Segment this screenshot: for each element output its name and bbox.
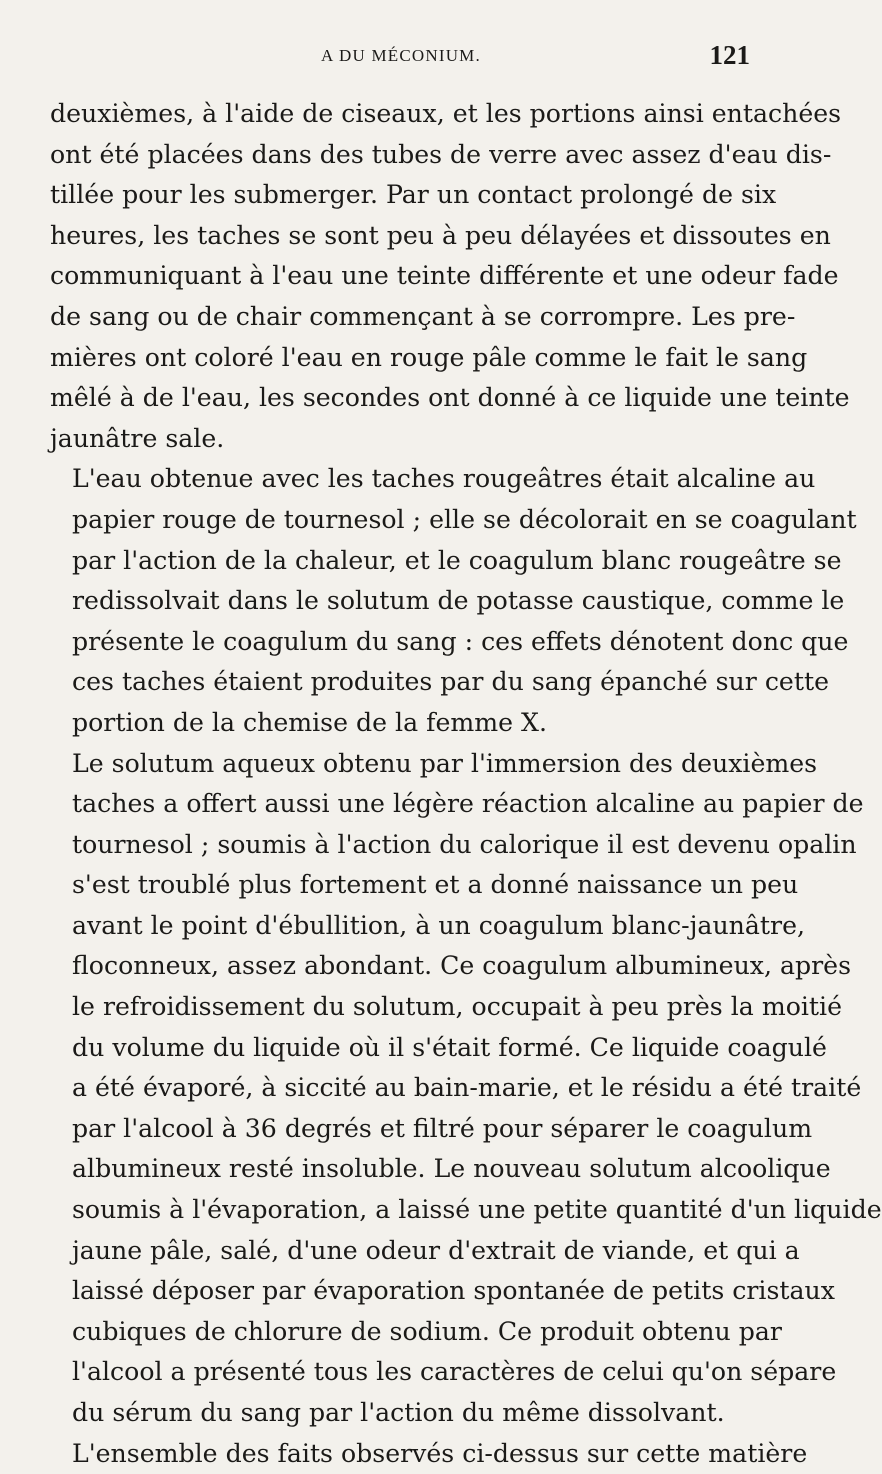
text-line: L'ensemble des faits observés ci-dessus sur cette matière (72, 1438, 808, 1468)
text-line: tillée pour les submerger. Par un contact prolongé de six (50, 180, 777, 210)
text-line: mêlé à de l'eau, les secondes ont donné à ce liquide une teinte (50, 383, 850, 413)
text-line: a été évaporé, à siccité au bain-marie, et le résidu a été traité (72, 1073, 862, 1103)
text-line: par l'alcool à 36 degrés et filtré pour séparer le coagulum (72, 1113, 813, 1143)
paragraph-1 (50, 94, 850, 459)
text-line: cubiques de chlorure de sodium. Ce produit obtenu par (72, 1316, 782, 1346)
text-line: portion de la chemise de la femme X. (72, 707, 547, 737)
text-line: L'eau obtenue avec les taches rougeâtres était alcaline au (72, 464, 816, 494)
text-line: avant le point d'ébullition, à un coagulum blanc-jaunâtre, (72, 910, 805, 940)
text-line: ont été placées dans des tubes de verre avec assez d'eau dis- (50, 139, 832, 169)
text-line: s'est troublé plus fortement et a donné naissance un peu (72, 870, 799, 900)
paragraph-2 (50, 459, 857, 743)
text-line: papier rouge de tournesol ; elle se décolorait en se coagulant (72, 504, 857, 534)
text-line: l'alcool a présenté tous les caractères de celui qu'on sépare (72, 1357, 837, 1387)
text-line: présente le coagulum du sang : ces effets dénotent donc que (72, 626, 849, 656)
text-line: de sang ou de chair commençant à se corrompre. Les pre- (50, 301, 796, 331)
text-line: floconneux, assez abondant. Ce coagulum albumineux, après (72, 951, 852, 981)
text-line: Le solutum aqueux obtenu par l'immersion des deuxièmes (72, 748, 818, 778)
paragraph-3 (50, 744, 882, 1434)
paragraph-4 (50, 1434, 808, 1474)
text-line: jaune pâle, salé, d'une odeur d'extrait de viande, et qui a (72, 1235, 800, 1265)
text-line: deuxièmes, à l'aide de ciseaux, et les portions ainsi entachées (50, 99, 842, 128)
body-text (50, 94, 882, 1474)
text-line: ces taches étaient produites par du sang épanché sur cette (72, 667, 829, 697)
text-line: mières ont coloré l'eau en rouge pâle comme le fait le sang (50, 342, 808, 372)
text-line: redissolvait dans le solutum de potasse caustique, comme le (72, 586, 845, 616)
text-line: soumis à l'évaporation, a laissé une petite quantité d'un liquide (72, 1195, 882, 1225)
running-head: A DU MÉCONIUM. (321, 46, 481, 65)
page-number: 121 (709, 40, 750, 70)
text-line: jaunâtre sale. (50, 423, 225, 453)
text-line: le refroidissement du solutum, occupait à peu près la moitié (72, 992, 843, 1022)
text-line: par l'action de la chaleur, et le coagulum blanc rougeâtre se (72, 545, 842, 575)
text-line: communiquant à l'eau une teinte différente et une odeur fade (50, 261, 839, 291)
text-line: du volume du liquide où il s'était formé. Ce liquide coagulé (72, 1032, 827, 1062)
text-line: albumineux resté insoluble. Le nouveau solutum alcoolique (72, 1154, 831, 1184)
text-line: heures, les taches se sont peu à peu délayées et dissoutes en (50, 220, 831, 250)
page-header (50, 42, 752, 82)
text-line: taches a offert aussi une légère réaction alcaline au papier de (72, 789, 864, 819)
text-line: du sérum du sang par l'action du même dissolvant. (72, 1398, 725, 1427)
text-line: laissé déposer par évaporation spontanée de petits cristaux (72, 1276, 835, 1306)
text-line: tournesol ; soumis à l'action du calorique il est devenu opalin (72, 829, 857, 859)
